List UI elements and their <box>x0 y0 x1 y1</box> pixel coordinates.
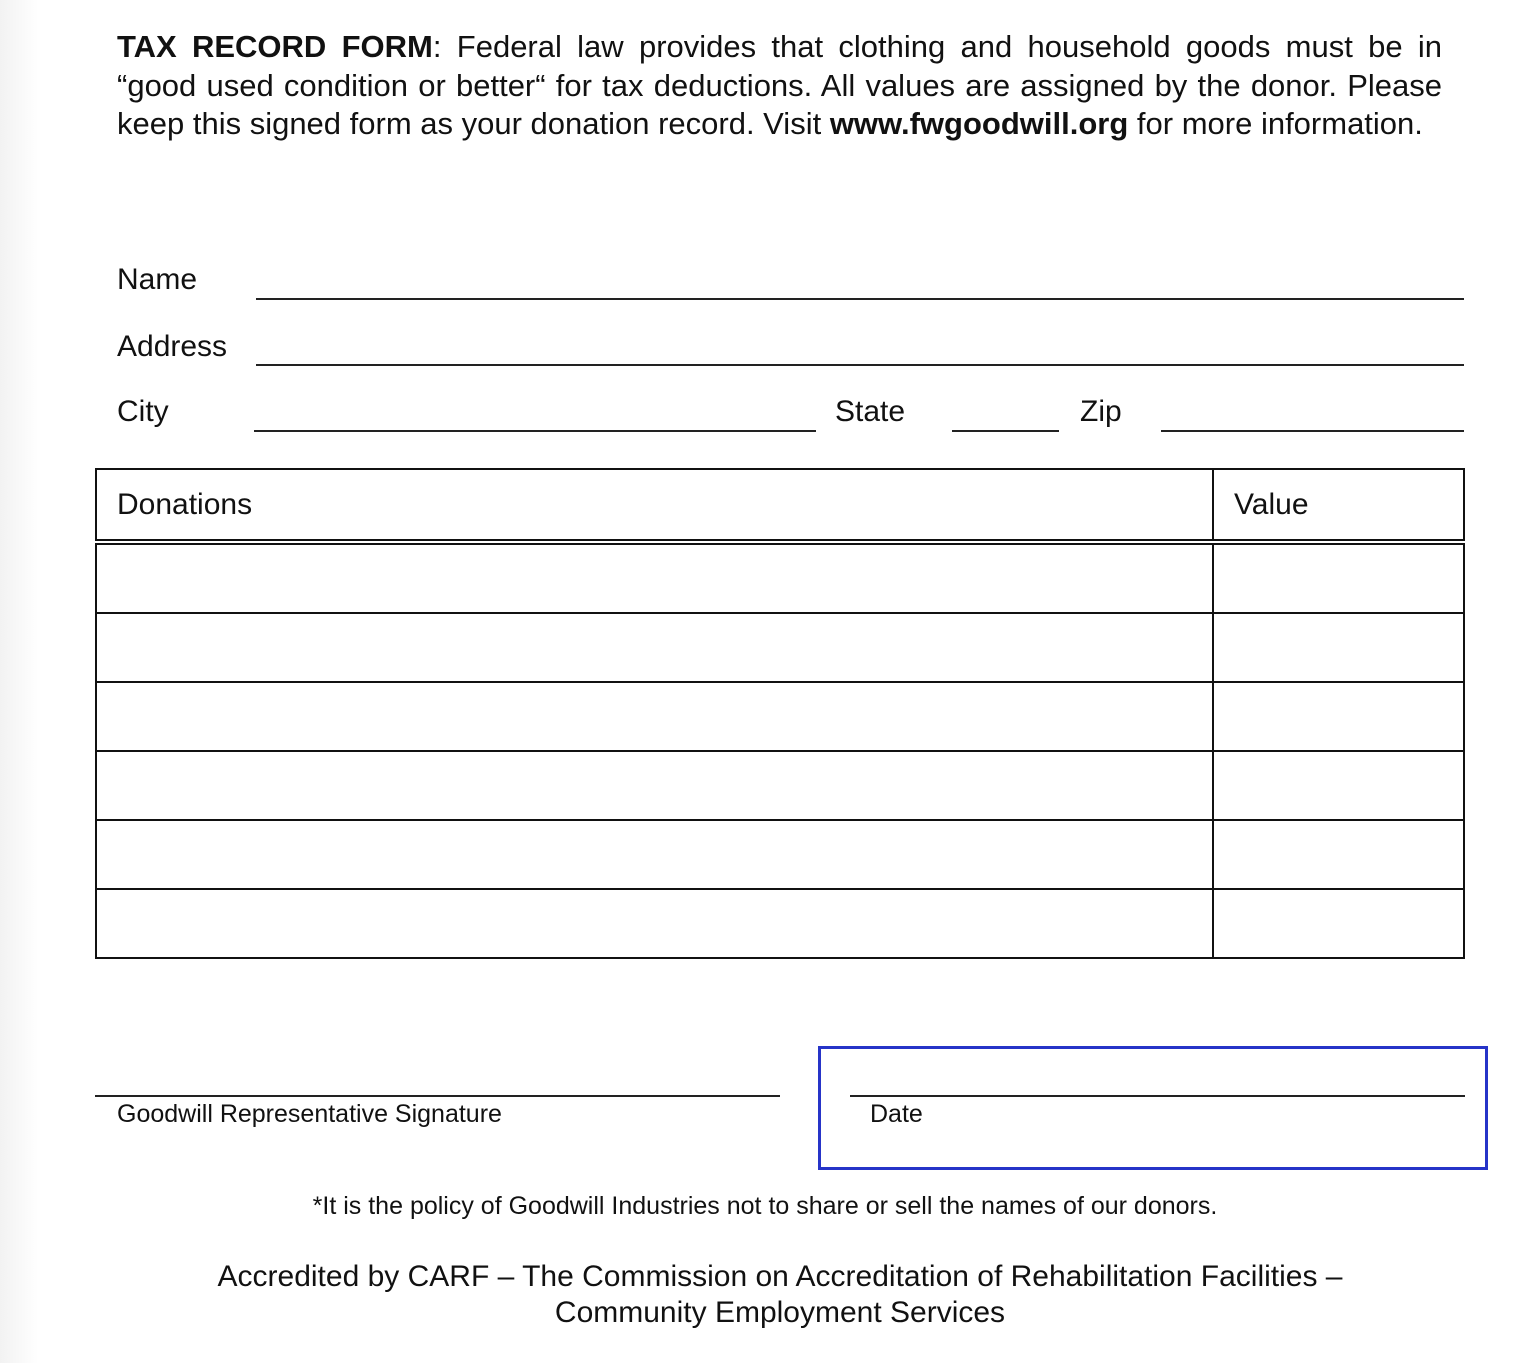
value-input[interactable] <box>1214 890 1463 957</box>
accreditation-line-1: Accredited by CARF – The Commission on Accreditation of Rehabilitation Facilities – <box>217 1260 1343 1293</box>
value-cell <box>1213 820 1464 889</box>
donation-cell <box>96 682 1213 751</box>
donation-input[interactable] <box>97 890 1212 957</box>
table-row <box>96 889 1464 958</box>
donation-cell <box>96 613 1213 682</box>
accreditation-line-2: Community Employment Services <box>554 1296 1006 1329</box>
value-input[interactable] <box>1214 545 1463 612</box>
donations-header: Donations <box>96 469 1213 542</box>
signature-label: Goodwill Representative Signature <box>117 1100 502 1128</box>
city-field[interactable] <box>254 398 816 432</box>
value-cell <box>1213 613 1464 682</box>
value-cell <box>1213 542 1464 613</box>
state-field[interactable] <box>952 398 1059 432</box>
table-row <box>96 820 1464 889</box>
name-label: Name <box>117 263 198 296</box>
value-input[interactable] <box>1214 821 1463 888</box>
donation-input[interactable] <box>97 683 1212 750</box>
address-label: Address <box>117 330 228 363</box>
donation-cell <box>96 542 1213 613</box>
donation-input[interactable] <box>97 614 1212 681</box>
value-cell <box>1213 751 1464 820</box>
donation-input[interactable] <box>97 821 1212 888</box>
state-label: State <box>835 395 906 428</box>
intro-text: : Federal law provides that clothing and household goods must be in “good used condition or better“ for tax deductions. All values are assigned by the donor. Please keep this signed form as your donation record. Visit <box>117 29 1442 141</box>
zip-label: Zip <box>1080 395 1122 428</box>
table-header-row <box>96 469 1464 542</box>
donation-cell <box>96 820 1213 889</box>
intro-text-end: for more information. <box>1128 106 1423 141</box>
value-input[interactable] <box>1214 614 1463 681</box>
donation-cell <box>96 889 1213 958</box>
table-row <box>96 682 1464 751</box>
name-field[interactable] <box>256 266 1464 300</box>
date-label: Date <box>870 1100 923 1128</box>
website-link[interactable]: www.fwgoodwill.org <box>829 106 1129 141</box>
table-row <box>96 613 1464 682</box>
table-row <box>96 751 1464 820</box>
donations-table <box>95 468 1465 959</box>
form-title: TAX RECORD FORM <box>117 29 433 64</box>
address-field[interactable] <box>256 332 1464 366</box>
table-row <box>96 542 1464 613</box>
donation-input[interactable] <box>97 545 1212 612</box>
privacy-policy-note: *It is the policy of Goodwill Industries not to share or sell the names of our donors. <box>312 1192 1218 1220</box>
donation-cell <box>96 751 1213 820</box>
page-left-shadow <box>0 0 38 1363</box>
value-header: Value <box>1213 469 1464 542</box>
intro-paragraph <box>117 28 1442 144</box>
accreditation-note <box>0 1259 1530 1331</box>
value-cell <box>1213 889 1464 958</box>
value-input[interactable] <box>1214 752 1463 819</box>
date-line[interactable] <box>850 1095 1465 1097</box>
signature-line[interactable] <box>95 1095 780 1097</box>
zip-field[interactable] <box>1161 398 1464 432</box>
donation-input[interactable] <box>97 752 1212 819</box>
city-label: City <box>117 395 169 428</box>
value-input[interactable] <box>1214 683 1463 750</box>
value-cell <box>1213 682 1464 751</box>
